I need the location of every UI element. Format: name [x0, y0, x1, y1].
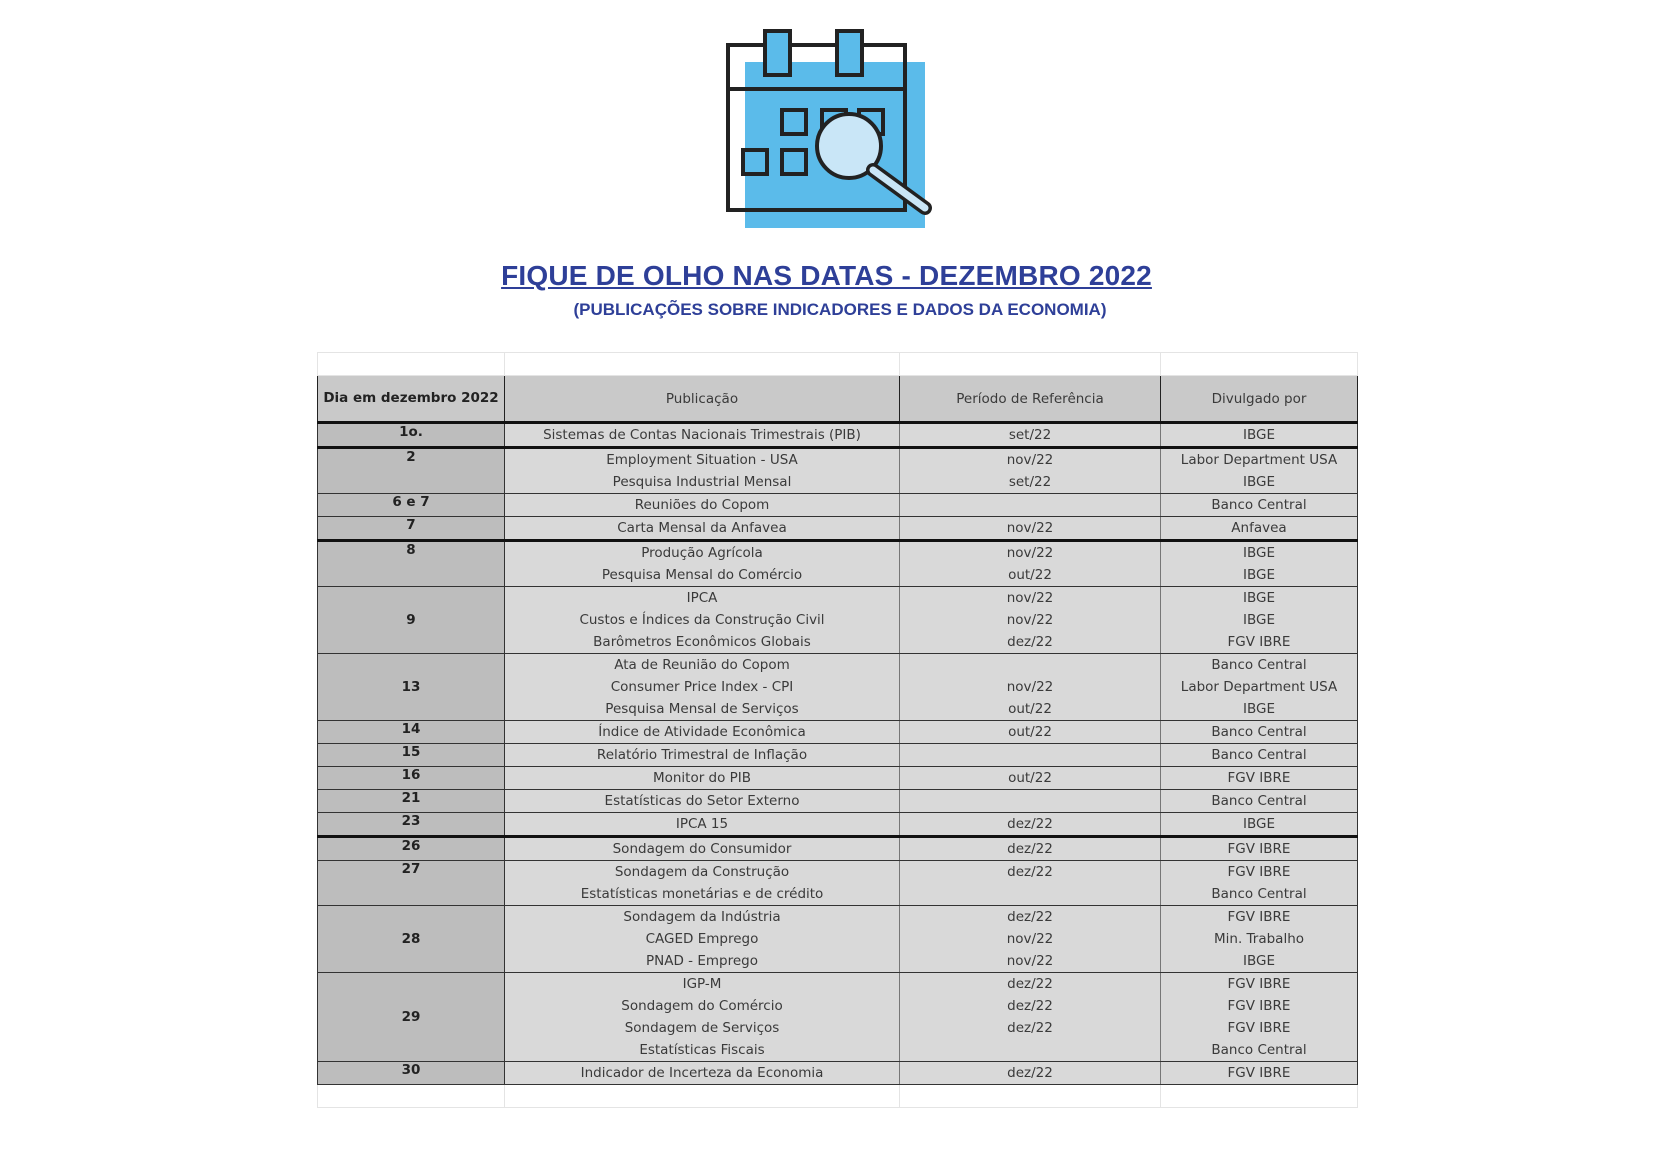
released-by-cell: Banco Central	[1161, 883, 1358, 906]
day-cell: 27	[318, 861, 505, 906]
publication-cell: Estatísticas do Setor Externo	[505, 790, 900, 813]
released-by-cell: Banco Central	[1161, 1039, 1358, 1062]
released-by-cell: FGV IBRE	[1161, 1062, 1358, 1085]
day-group	[318, 861, 1358, 906]
day-group	[318, 517, 1358, 541]
period-cell: dez/22	[900, 973, 1161, 996]
period-cell: nov/22	[900, 950, 1161, 973]
day-cell: 26	[318, 837, 505, 861]
publication-cell: Pesquisa Mensal do Comércio	[505, 564, 900, 587]
day-group	[318, 541, 1358, 587]
table-empty-row-bottom	[318, 1085, 1358, 1108]
day-group	[318, 494, 1358, 517]
period-cell: set/22	[900, 471, 1161, 494]
publication-cell: Estatísticas Fiscais	[505, 1039, 900, 1062]
publication-cell: Ata de Reunião do Copom	[505, 654, 900, 677]
day-group	[318, 813, 1358, 837]
day-cell: 15	[318, 744, 505, 767]
day-cell: 16	[318, 767, 505, 790]
period-cell: dez/22	[900, 1062, 1161, 1085]
period-cell: dez/22	[900, 837, 1161, 861]
day-cell: 7	[318, 517, 505, 541]
released-by-cell: IBGE	[1161, 698, 1358, 721]
period-cell: nov/22	[900, 587, 1161, 610]
header-released-by: Divulgado por	[1161, 376, 1358, 423]
header-publication: Publicação	[505, 376, 900, 423]
released-by-cell: Min. Trabalho	[1161, 928, 1358, 950]
released-by-cell: FGV IBRE	[1161, 973, 1358, 996]
table-row	[318, 790, 1358, 813]
released-by-cell: Labor Department USA	[1161, 448, 1358, 472]
publication-cell: Monitor do PIB	[505, 767, 900, 790]
period-cell: dez/22	[900, 861, 1161, 884]
period-cell: out/22	[900, 767, 1161, 790]
period-cell: nov/22	[900, 541, 1161, 565]
released-by-cell: IBGE	[1161, 587, 1358, 610]
period-cell: dez/22	[900, 631, 1161, 654]
header-day: Dia em dezembro 2022	[318, 376, 505, 423]
period-cell: set/22	[900, 423, 1161, 448]
period-cell	[900, 494, 1161, 517]
released-by-cell: IBGE	[1161, 423, 1358, 448]
day-group	[318, 837, 1358, 861]
period-cell: out/22	[900, 698, 1161, 721]
publication-cell: Reuniões do Copom	[505, 494, 900, 517]
released-by-cell: FGV IBRE	[1161, 861, 1358, 884]
period-cell	[900, 790, 1161, 813]
publication-cell: Pesquisa Industrial Mensal	[505, 471, 900, 494]
table-empty-row-top	[318, 353, 1358, 376]
table-row	[318, 721, 1358, 744]
released-by-cell: Banco Central	[1161, 721, 1358, 744]
table-row	[318, 744, 1358, 767]
period-cell	[900, 744, 1161, 767]
released-by-cell: IBGE	[1161, 950, 1358, 973]
period-cell: dez/22	[900, 813, 1161, 837]
day-cell: 23	[318, 813, 505, 837]
calendar-table	[317, 352, 1357, 1108]
released-by-cell: Banco Central	[1161, 654, 1358, 677]
period-cell	[900, 1039, 1161, 1062]
publication-cell: PNAD - Emprego	[505, 950, 900, 973]
publication-cell: Consumer Price Index - CPI	[505, 676, 900, 698]
period-cell	[900, 883, 1161, 906]
publication-cell: Indicador de Incerteza da Economia	[505, 1062, 900, 1085]
released-by-cell: IBGE	[1161, 609, 1358, 631]
released-by-cell: Banco Central	[1161, 790, 1358, 813]
publication-cell: Relatório Trimestral de Inflação	[505, 744, 900, 767]
publication-cell: Pesquisa Mensal de Serviços	[505, 698, 900, 721]
day-group	[318, 721, 1358, 744]
table-row	[318, 1062, 1358, 1085]
publication-cell: Barômetros Econômicos Globais	[505, 631, 900, 654]
day-group	[318, 654, 1358, 721]
released-by-cell: Anfavea	[1161, 517, 1358, 541]
day-group	[318, 448, 1358, 494]
publication-cell: Estatísticas monetárias e de crédito	[505, 883, 900, 906]
released-by-cell: FGV IBRE	[1161, 995, 1358, 1017]
period-cell: out/22	[900, 721, 1161, 744]
publication-cell: Índice de Atividade Econômica	[505, 721, 900, 744]
released-by-cell: FGV IBRE	[1161, 906, 1358, 929]
publication-cell: Carta Mensal da Anfavea	[505, 517, 900, 541]
period-cell: nov/22	[900, 517, 1161, 541]
table-row	[318, 423, 1358, 448]
day-cell: 8	[318, 541, 505, 587]
page-title: FIQUE DE OLHO NAS DATAS - DEZEMBRO 2022	[501, 260, 1152, 291]
table-row	[318, 973, 1358, 996]
day-group	[318, 767, 1358, 790]
released-by-cell: FGV IBRE	[1161, 631, 1358, 654]
table-row	[318, 587, 1358, 610]
publication-cell: Sondagem da Construção	[505, 861, 900, 884]
period-cell: dez/22	[900, 995, 1161, 1017]
released-by-cell: Banco Central	[1161, 744, 1358, 767]
table-row	[318, 837, 1358, 861]
released-by-cell: IBGE	[1161, 564, 1358, 587]
day-group	[318, 906, 1358, 973]
period-cell: dez/22	[900, 906, 1161, 929]
publication-cell: IPCA 15	[505, 813, 900, 837]
released-by-cell: FGV IBRE	[1161, 837, 1358, 861]
day-group	[318, 744, 1358, 767]
publication-cell: CAGED Emprego	[505, 928, 900, 950]
day-cell: 6 e 7	[318, 494, 505, 517]
table-row	[318, 494, 1358, 517]
table-row	[318, 813, 1358, 837]
released-by-cell: Banco Central	[1161, 494, 1358, 517]
publication-cell: Produção Agrícola	[505, 541, 900, 565]
released-by-cell: FGV IBRE	[1161, 1017, 1358, 1039]
period-cell: nov/22	[900, 609, 1161, 631]
table-row	[318, 448, 1358, 472]
released-by-cell: IBGE	[1161, 813, 1358, 837]
header-period: Período de Referência	[900, 376, 1161, 423]
day-cell: 14	[318, 721, 505, 744]
table-header-row	[318, 376, 1358, 423]
day-group	[318, 973, 1358, 1062]
day-cell: 28	[318, 906, 505, 973]
released-by-cell: IBGE	[1161, 541, 1358, 565]
calendar-search-icon	[725, 28, 950, 228]
publication-cell: Custos e Índices da Construção Civil	[505, 609, 900, 631]
table-row	[318, 906, 1358, 929]
period-cell: out/22	[900, 564, 1161, 587]
day-cell: 9	[318, 587, 505, 654]
table-row	[318, 654, 1358, 677]
day-cell: 13	[318, 654, 505, 721]
period-cell	[900, 654, 1161, 677]
publication-cell: Sondagem do Consumidor	[505, 837, 900, 861]
day-cell: 21	[318, 790, 505, 813]
released-by-cell: FGV IBRE	[1161, 767, 1358, 790]
publication-cell: Sondagem do Comércio	[505, 995, 900, 1017]
released-by-cell: IBGE	[1161, 471, 1358, 494]
day-cell: 30	[318, 1062, 505, 1085]
period-cell: nov/22	[900, 676, 1161, 698]
day-group	[318, 790, 1358, 813]
table-row	[318, 517, 1358, 541]
period-cell: nov/22	[900, 928, 1161, 950]
day-group	[318, 587, 1358, 654]
period-cell: nov/22	[900, 448, 1161, 472]
table-row	[318, 861, 1358, 884]
table-row	[318, 767, 1358, 790]
table-row	[318, 541, 1358, 565]
period-cell: dez/22	[900, 1017, 1161, 1039]
publication-cell: IGP-M	[505, 973, 900, 996]
publication-cell: Employment Situation - USA	[505, 448, 900, 472]
publication-cell: Sistemas de Contas Nacionais Trimestrais (PIB)	[505, 423, 900, 448]
schedule-table	[317, 352, 1358, 1108]
day-cell: 2	[318, 448, 505, 494]
day-group	[318, 1062, 1358, 1085]
day-cell: 1o.	[318, 423, 505, 448]
page-subtitle: (PUBLICAÇÕES SOBRE INDICADORES E DADOS DA ECONOMIA)	[573, 300, 1107, 319]
day-group	[318, 423, 1358, 448]
publication-cell: Sondagem de Serviços	[505, 1017, 900, 1039]
released-by-cell: Labor Department USA	[1161, 676, 1358, 698]
day-cell: 29	[318, 973, 505, 1062]
publication-cell: IPCA	[505, 587, 900, 610]
publication-cell: Sondagem da Indústria	[505, 906, 900, 929]
